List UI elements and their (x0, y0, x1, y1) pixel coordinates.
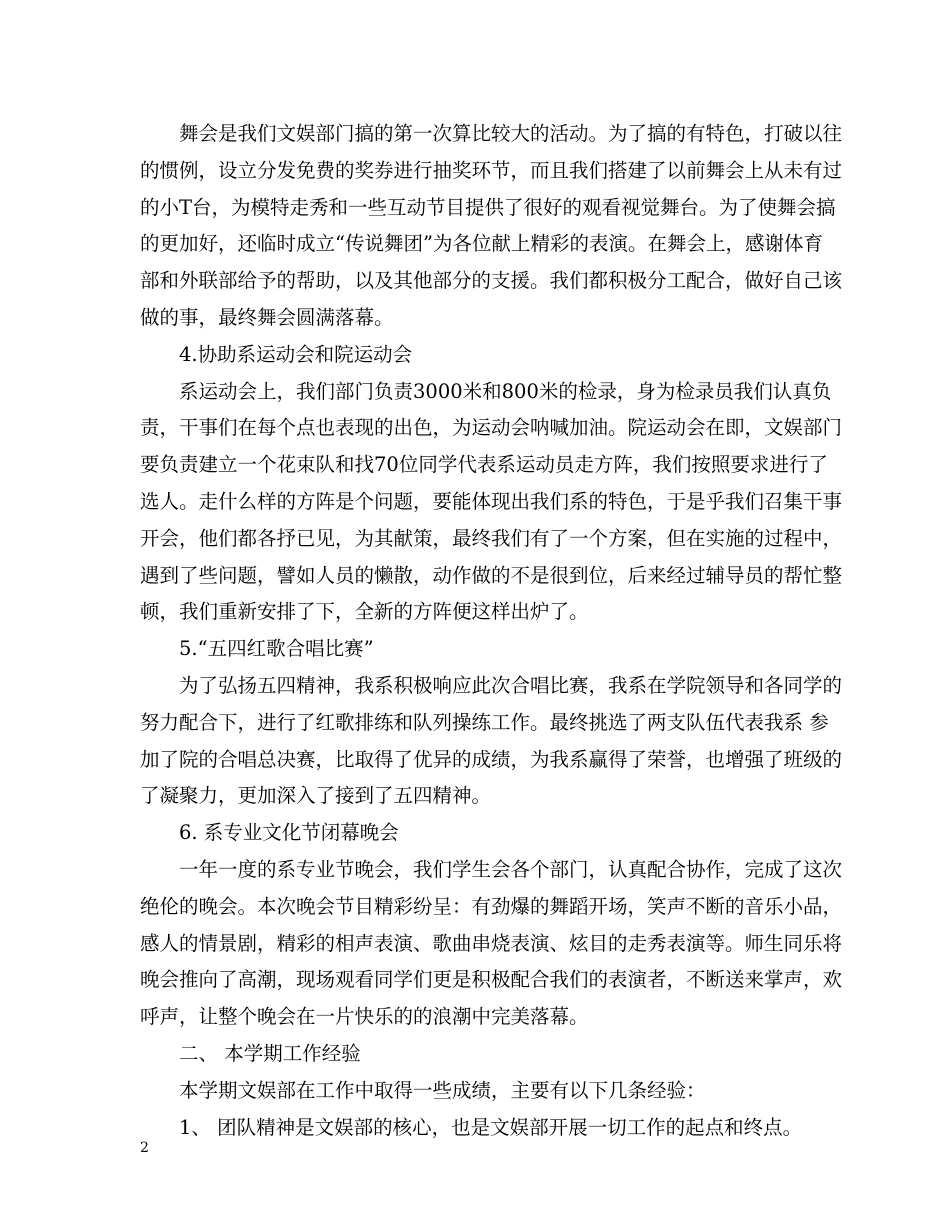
paragraph-line: 了凝聚力，更加深入了接到了五四精神。 (140, 784, 492, 808)
paragraph-line: 晚会推向了高潮，现场观看同学们更是积极配合我们的表演者，不断送来掌声，欢 (140, 968, 843, 992)
paragraph-line: 遇到了些问题，譬如人员的懒散，动作做的不是很到位，后来经过辅导员的帮忙整 (140, 563, 843, 587)
page-number: 2 (140, 1140, 149, 1156)
paragraph-line: 感人的情景剧，精彩的相声表演、歌曲串烧表演、炫目的走秀表演等。师生同乐将 (140, 931, 843, 955)
paragraph-line: 为了弘扬五四精神，我系积极响应此次合唱比赛，我系在学院领导和各同学的 (179, 673, 843, 697)
paragraph-line: 责，干事们在每个点也表现的出色，为运动会呐喊加油。院运动会在即，文娱部门 (140, 416, 843, 440)
paragraph-line: 的更加好，还临时成立“传说舞团”为各位献上精彩的表演。在舞会上，感谢体育 (140, 232, 823, 256)
paragraph-line: 一年一度的系专业节晚会，我们学生会各个部门，认真配合协作，完成了这次 (179, 857, 843, 881)
paragraph-line: 系运动会上，我们部门负责3000米和800米的检录，身为检录员我们认真负 (179, 379, 832, 403)
paragraph-line: 做的事，最终舞会圆满落幕。 (140, 305, 394, 329)
document-body (140, 116, 843, 1146)
paragraph-line: 要负责建立一个花束队和找70位同学代表系运动员走方阵，我们按照要求进行了 (140, 453, 828, 477)
paragraph-line: 舞会是我们文娱部门搞的第一次算比较大的活动。为了搞的有特色，打破以往 (179, 122, 843, 145)
paragraph-line: 的惯例，设立分发免费的奖券进行抽奖环节，而且我们搭建了以前舞会上从未有过 (140, 158, 843, 182)
paragraph-line: 选人。走什么样的方阵是个问题，要能体现出我们系的特色，于是乎我们召集干事 (140, 489, 843, 513)
paragraph-line: 加了院的合唱总决赛，比取得了优异的成绩，为我系赢得了荣誉，也增强了班级的 (140, 747, 843, 771)
paragraph-line: 部和外联部给予的帮助，以及其他部分的支援。我们都积极分工配合，做好自己该 (140, 269, 843, 293)
paragraph-line: 努力配合下，进行了红歌排练和队列操练工作。最终挑选了两支队伍代表我系 参 (140, 710, 829, 734)
section-heading: 4.协助系运动会和院运动会 (179, 342, 413, 366)
paragraph-line: 本学期文娱部在工作中取得一些成绩，主要有以下几条经验： (179, 1078, 706, 1102)
paragraph-line: 呼声，让整个晚会在一片快乐的的浪潮中完美落幕。 (140, 1005, 589, 1029)
section-heading: 5.“五四红歌合唱比赛” (179, 637, 374, 661)
paragraph-line: 的小T台，为模特走秀和一些互动节目提供了很好的观看视觉舞台。为了使舞会搞 (140, 195, 836, 219)
section-heading: 6. 系专业文化节闭幕晚会 (179, 821, 399, 845)
section-heading: 二、 本学期工作经验 (179, 1041, 361, 1065)
list-item: 1、 团队精神是文娱部的核心，也是文娱部开展一切工作的起点和终点。 (179, 1115, 803, 1139)
paragraph-line: 顿，我们重新安排了下，全新的方阵便这样出炉了。 (140, 600, 589, 624)
paragraph-line: 绝伦的晚会。本次晚会节目精彩纷呈：有劲爆的舞蹈开场，笑声不断的音乐小品， (140, 894, 843, 918)
paragraph-line: 开会，他们都各抒已见，为其献策，最终我们有了一个方案，但在实施的过程中， (140, 526, 843, 550)
